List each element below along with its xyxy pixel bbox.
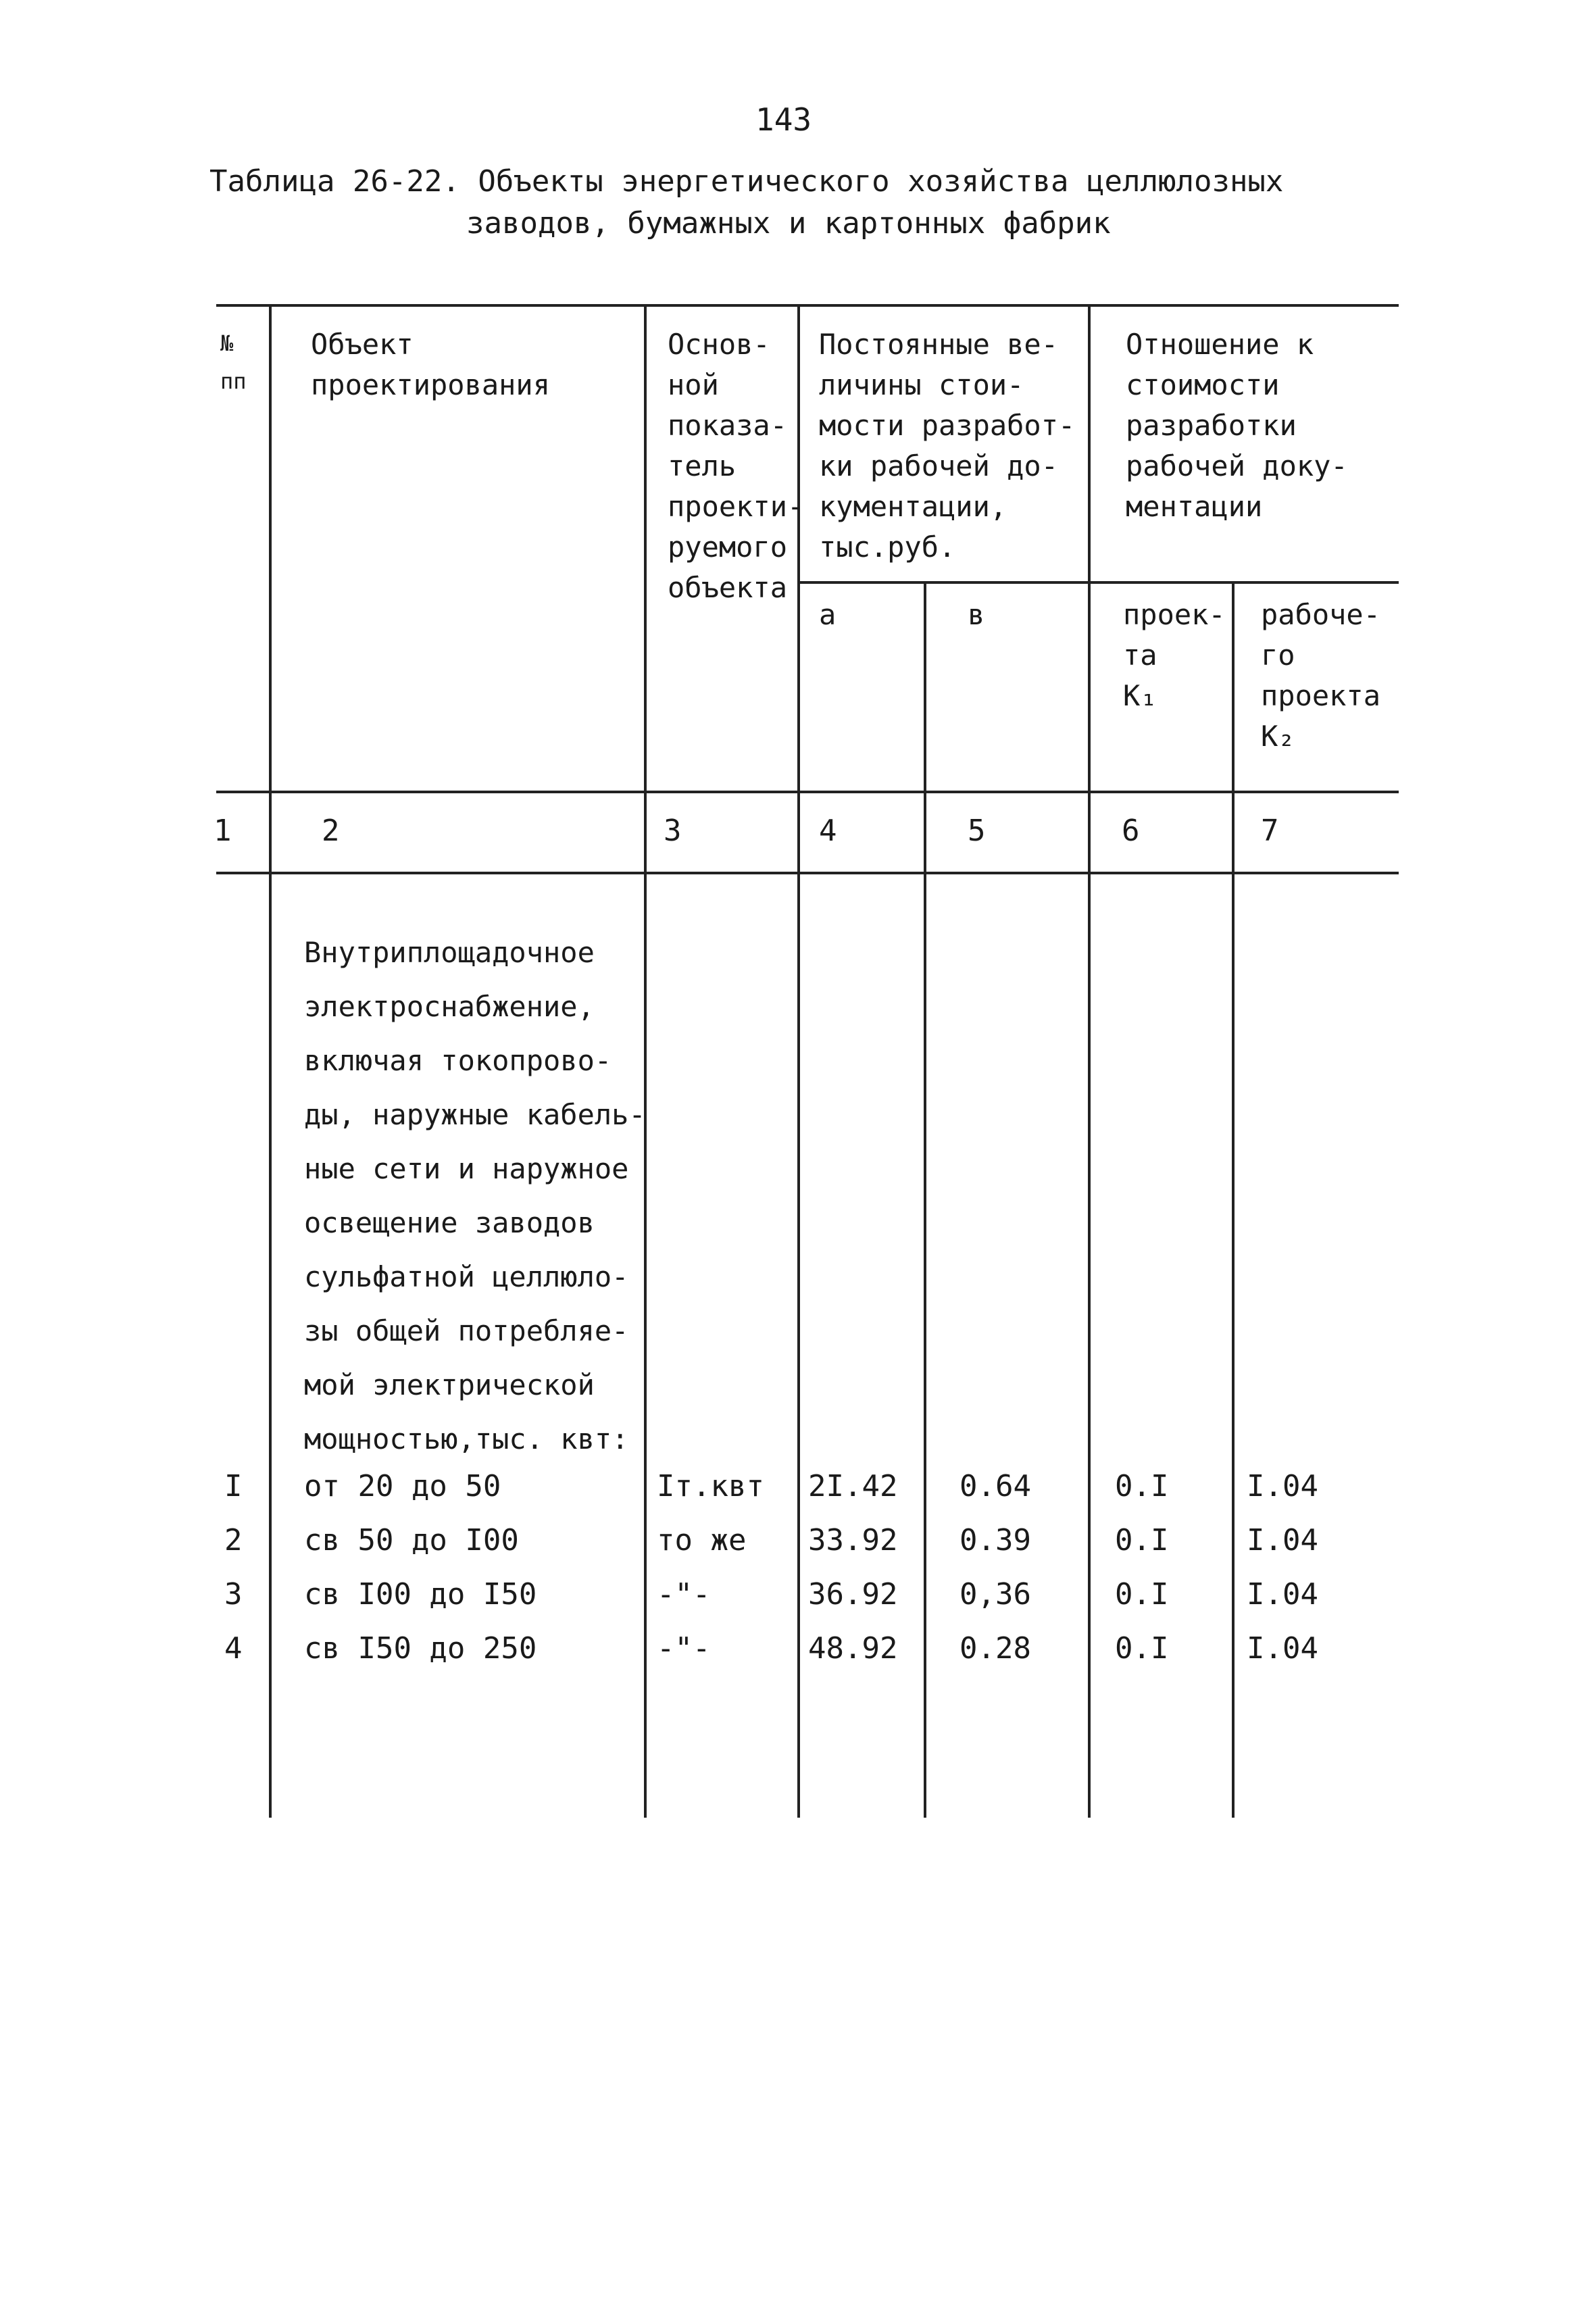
header-constant-values: Постоянные ве- личины стои- мости разработ- ки рабочей до- кументации, тыс.руб. xyxy=(819,328,1076,564)
description-line: ды, наружные кабель- xyxy=(304,1098,646,1131)
description-line: сульфатной целлюло- xyxy=(304,1260,629,1293)
row-value-k1: 0.I xyxy=(1115,1523,1169,1558)
row-indicator: то же xyxy=(657,1523,747,1558)
row-value-a: 2I.42 xyxy=(808,1469,898,1503)
description-line: включая токопрово- xyxy=(304,1044,612,1077)
description-line: ные сети и наружное xyxy=(304,1152,629,1185)
header-subdivision-rule xyxy=(797,581,1399,584)
row-object: св I50 до 250 xyxy=(304,1631,537,1666)
header-col-k1: проек- та К₁ xyxy=(1123,598,1226,712)
row-value-k1: 0.I xyxy=(1115,1469,1169,1503)
row-value-b: 0.64 xyxy=(959,1469,1031,1503)
row-number: 2 xyxy=(224,1523,243,1558)
col-number-2: 2 xyxy=(322,814,340,848)
table-top-rule xyxy=(216,304,1399,307)
row-value-b: 0,36 xyxy=(959,1577,1031,1612)
col-divider-1 xyxy=(269,304,272,1818)
row-indicator: -"- xyxy=(657,1631,711,1666)
header-object: Объект проектирования xyxy=(311,328,551,401)
header-bottom-rule xyxy=(216,791,1399,793)
col-number-1: 1 xyxy=(214,814,232,848)
row-value-k2: I.04 xyxy=(1247,1523,1318,1558)
row-object: св 50 до I00 xyxy=(304,1523,519,1558)
description-line: мой электрической xyxy=(304,1368,595,1401)
row-value-k2: I.04 xyxy=(1247,1577,1318,1612)
row-value-k1: 0.I xyxy=(1115,1577,1169,1612)
row-value-k2: I.04 xyxy=(1247,1469,1318,1503)
row-number: I xyxy=(224,1469,243,1503)
page-number: 143 xyxy=(755,101,812,138)
header-col-a: а xyxy=(819,598,837,631)
row-value-k2: I.04 xyxy=(1247,1631,1318,1666)
col-number-4: 4 xyxy=(819,814,837,848)
row-value-k1: 0.I xyxy=(1115,1631,1169,1666)
description-line: освещение заводов xyxy=(304,1206,595,1239)
row-value-a: 36.92 xyxy=(808,1577,898,1612)
row-value-a: 48.92 xyxy=(808,1631,898,1666)
object-description xyxy=(304,926,646,1466)
header-cost-ratio: Отношение к стоимости разработки рабочей доку- ментации xyxy=(1126,328,1348,523)
row-value-a: 33.92 xyxy=(808,1523,898,1558)
row-number: 3 xyxy=(224,1577,243,1612)
col-number-3: 3 xyxy=(664,814,682,848)
row-object: св I00 до I50 xyxy=(304,1577,537,1612)
header-col-k2: рабоче- го проекта К₂ xyxy=(1261,598,1381,753)
col-divider-4 xyxy=(924,581,926,1818)
header-main-indicator: Основ- ной показа- тель проекти- руемого объекта xyxy=(668,328,805,604)
col-divider-6 xyxy=(1232,581,1235,1818)
description-line: Внутриплощадочное xyxy=(304,936,595,969)
header-col-b: в xyxy=(968,598,985,631)
table-caption-line-1: Таблица 26-22. Объекты энергетического хозяйства целлюлозных xyxy=(209,164,1284,199)
header-row-number: № пп xyxy=(220,330,247,394)
numbering-bottom-rule xyxy=(216,872,1399,874)
row-value-b: 0.28 xyxy=(959,1631,1031,1666)
row-indicator: -"- xyxy=(657,1577,711,1612)
description-line: мощностью,тыс. квт: xyxy=(304,1422,629,1455)
row-indicator: Iт.квт xyxy=(657,1469,764,1503)
description-line: электроснабжение, xyxy=(304,990,595,1023)
description-line: зы общей потребляе- xyxy=(304,1314,629,1347)
row-object: от 20 до 50 xyxy=(304,1469,501,1503)
col-number-5: 5 xyxy=(968,814,986,848)
col-number-7: 7 xyxy=(1261,814,1279,848)
table-caption-line-2: заводов, бумажных и картонных фабрик xyxy=(466,206,1111,241)
row-number: 4 xyxy=(224,1631,243,1666)
row-value-b: 0.39 xyxy=(959,1523,1031,1558)
col-divider-5 xyxy=(1088,304,1091,1818)
col-number-6: 6 xyxy=(1122,814,1140,848)
